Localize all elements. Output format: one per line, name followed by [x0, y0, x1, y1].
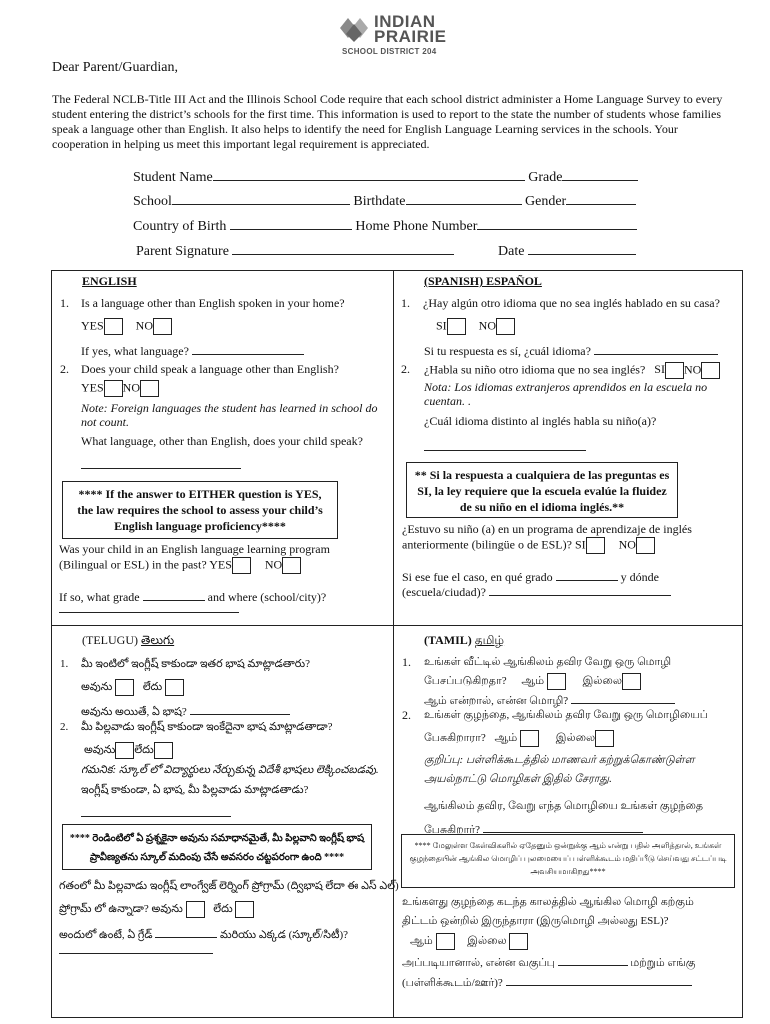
english-q1-language-field[interactable] [192, 341, 304, 355]
english-q2-no-label: NO [122, 380, 141, 395]
tamil-q3-grade-field[interactable] [558, 952, 628, 966]
signature-row [136, 241, 454, 260]
telugu-q1: మీ ఇంటిలో ఇంగ్లీష్ కాకుండా ఇతర భాష మాట్లాడతారు? [81, 658, 310, 670]
table-vertical-divider [393, 270, 394, 1018]
gender-label: Gender [525, 194, 567, 209]
english-q1-number: 1. [60, 296, 69, 310]
english-q3-no-label: NO [264, 557, 283, 572]
telugu-q3-where-field[interactable] [59, 940, 213, 954]
spanish-q2-si-checkbox[interactable] [665, 362, 684, 379]
school-label: School [133, 194, 172, 209]
telugu-q2: మీ పిల్లవాడు ఇంగ్లీష్ కాకుండా ఇంకేదైనా భాష మాట్లాడతాడా? [81, 721, 333, 733]
telugu-heading-en: (TELUGU) [82, 633, 138, 647]
grade-label: Grade [528, 170, 563, 185]
spanish-q2-text: ¿Habla su niño otro idioma que no sea inglés? [424, 362, 646, 377]
english-q1-followup [81, 341, 304, 359]
tamil-callout: **** மேலுள்ள கேள்விகளில் ஏதேனும் ஒன்றுக்கு ஆம் என்று பதில் அளித்தால், உங்கள் குழந்தையின் ஆங்கில மொழிப் புலமையைப் பள்ளிக்கூடம் மதிப்பீடு செய்வது சட்டப்படி அவசியமாகிறது**** [401, 834, 735, 888]
english-q3-text: Was your child in an English language learning program (Bilingual or ESL) in the past? [59, 542, 330, 572]
telugu-q1-followup-label: అవును అయితే, ఏ భాష? [81, 706, 187, 718]
spanish-q3-followup-2 [402, 582, 671, 600]
english-q3-yes-checkbox[interactable] [232, 557, 251, 574]
spanish-q1: ¿Hay algún otro idioma que no sea inglés hablado en su casa? [423, 296, 720, 310]
student-name-row [133, 167, 638, 186]
tamil-q2-followup-line1: ஆங்கிலம் தவிர, வேறு எந்த மொழியை உங்கள் குழந்தை [424, 800, 704, 812]
tamil-q1-no-checkbox[interactable] [622, 673, 641, 690]
tamil-heading-en: (TAMIL) [424, 633, 472, 647]
tamil-q2-number: 2. [402, 708, 411, 722]
tamil-q2-no-checkbox[interactable] [595, 730, 614, 747]
telugu-q2-language-field[interactable] [81, 803, 231, 817]
tamil-q3-line1: உங்களது குழந்தை கடந்த காலத்தில் ஆங்கில மொழி கற்கும் [402, 896, 694, 908]
logo-line3: SCHOOL DISTRICT 204 [342, 47, 437, 56]
spanish-q2-followup: ¿Cuál idioma distinto al inglés habla su niño(a)? [424, 414, 657, 428]
telugu-q3-line1: గతంలో మీ పిల్లవాడు ఇంగ్లీష్ లాంగ్వేజ్ లెర్నింగ్ ప్రోగ్రామ్ (ద్విభాష లేదా ఈ ఎస్ ఎల్) [59, 880, 399, 892]
telugu-q1-no-label: లేదు [142, 681, 163, 694]
spanish-q3-no-checkbox[interactable] [636, 537, 655, 554]
table-horizontal-divider [51, 625, 743, 626]
telugu-q1-number: 1. [60, 658, 69, 670]
english-q2-number: 2. [60, 362, 69, 376]
tamil-q1-followup-label: ஆம் என்றால், என்ன மொழி? [424, 695, 569, 707]
tamil-q3-line2: திட்டம் ஒன்றில் இருந்தாரா (இருமொழி அல்லது ESL)? [402, 915, 669, 927]
english-q3-no-checkbox[interactable] [282, 557, 301, 574]
tamil-q3-grade-label: அப்படியானால், என்ன வகுப்பு [402, 957, 555, 969]
date-row [498, 241, 636, 260]
english-q1-yes-checkbox[interactable] [104, 318, 123, 335]
english-q1-no-label: NO [135, 318, 154, 333]
tamil-q2-line2 [424, 730, 614, 747]
telugu-q3-no-checkbox[interactable] [235, 901, 254, 918]
tamil-note-line1: குறிப்பு: பள்ளிக்கூடத்தில் மாணவர் கற்றுக்கொண்டுள்ள [424, 754, 695, 766]
english-q1-answers [81, 318, 172, 335]
spanish-q1-followup-label: Si tu respuesta es sí, ¿cuál idioma? [424, 344, 591, 358]
english-q2: Does your child speak a language other than English? [81, 362, 339, 376]
english-q2-followup: What language, other than English, does your child speak? [81, 434, 363, 448]
english-q3-where-field[interactable] [59, 599, 239, 613]
tamil-q2-yes-checkbox[interactable] [520, 730, 539, 747]
student-name-label: Student Name [133, 170, 213, 185]
spanish-q1-no-label: NO [478, 318, 497, 333]
logo-line1: INDIAN [374, 12, 436, 31]
tamil-q3-city-label: (பள்ளிக்கூடம்/ஊர்)? [402, 977, 503, 989]
spanish-q3-text: ¿Estuvo su niño (a) en un programa de aprendizaje de inglés anteriormente (bilingüe o de ESL)? [402, 522, 692, 552]
telugu-q2-no-label: లేదు [134, 744, 154, 757]
tamil-q3-followup [402, 952, 695, 971]
gender-field[interactable] [566, 191, 636, 205]
telugu-q3-yes-checkbox[interactable] [186, 901, 205, 918]
telugu-q2-yes-label: అవును [84, 744, 116, 757]
tamil-q3-yes-checkbox[interactable] [436, 933, 455, 950]
tamil-q3-where-label: மற்றும் எங்கு [630, 957, 696, 969]
spanish-callout: ** Si la respuesta a cualquiera de las preguntas es SI, la ley requiere que la escuela evalúe la fluidez de su niño en el idioma inglés.** [406, 462, 678, 518]
telugu-q1-answers [81, 679, 184, 696]
spanish-q3-city-label: (escuela/ciudad)? [402, 585, 486, 599]
logo-mark-icon [338, 14, 372, 44]
spanish-q3-si-checkbox[interactable] [586, 537, 605, 554]
telugu-q2-answers [84, 742, 173, 759]
telugu-q1-language-field[interactable] [190, 701, 290, 715]
tamil-heading-native: தமிழ் [474, 633, 505, 647]
tamil-note-line2: அயல்நாட்டு மொழிகள் இதில் சேராது. [424, 773, 612, 785]
tamil-q1-line2 [424, 673, 641, 690]
english-heading: ENGLISH [82, 274, 137, 288]
birthdate-label: Birthdate [353, 194, 406, 209]
student-name-field[interactable] [213, 167, 525, 181]
spanish-q2-language-field[interactable] [424, 437, 586, 451]
tamil-q2-text: பேசுகிறாரா? [424, 732, 486, 745]
tamil-q2-line1: உங்கள் குழந்தை, ஆங்கிலம் தவிர வேறு ஒரு மொழியைப் [424, 709, 708, 721]
telugu-note: గమనిక: స్కూల్ లో విద్యార్థులు నేర్చుకున్న విదేశీ భాషలు లెక్కించబడవు. [81, 764, 379, 776]
telugu-q3-line2 [59, 901, 254, 918]
telugu-heading [82, 633, 174, 650]
telugu-q2-followup: ఇంగ్లీష్ కాకుండా, ఏ భాష, మీ పిల్లవాడు మాట్లాడతాడు? [81, 784, 309, 796]
telugu-q3-yes-label: అవును [151, 903, 183, 916]
tamil-q3-city-field[interactable] [506, 972, 692, 986]
telugu-q2-yes-checkbox[interactable] [115, 742, 134, 759]
tamil-q3-followup-2 [402, 972, 692, 991]
telugu-q3-text: ప్రోగ్రామ్ లో ఉన్నాడా? [59, 903, 149, 916]
telugu-q1-no-checkbox[interactable] [165, 679, 184, 696]
tamil-q3-no-checkbox[interactable] [509, 933, 528, 950]
country-row [133, 216, 637, 235]
spanish-q3-si-label: SI [574, 537, 586, 552]
english-q2-yes-checkbox[interactable] [104, 380, 123, 397]
spanish-q1-answers [436, 318, 515, 335]
intro-paragraph: The Federal NCLB-Title III Act and the Illinois School Code require that each school district administer a Home Language Survey to every student entering the district’s schools for the first time. This information is used to report to the state the number of students whose families speak a language other than English. It also helps to identify the need for English Language Learning services in the schools. Your cooperation in helping us meet this important legal requirement is appreciated. [52, 92, 723, 151]
telugu-heading-native: తెలుగు [140, 633, 175, 647]
telugu-q3-where-label: మరియు ఎక్కడ (స్కూల్/సిటీ)? [220, 929, 349, 941]
spanish-q2 [424, 362, 720, 379]
tamil-q1-number: 1. [402, 655, 411, 669]
spanish-q2-no-label: NO [683, 362, 702, 377]
logo-line2: PRAIRIE [374, 27, 447, 46]
spanish-q3-grade-field[interactable] [556, 567, 618, 581]
tamil-q2-no-label: இல்லை [555, 732, 596, 745]
spanish-heading: (SPANISH) ESPAÑOL [424, 274, 542, 288]
english-q3 [59, 542, 379, 574]
spanish-q1-number: 1. [401, 296, 410, 310]
spanish-q1-si-label: SI [436, 318, 447, 333]
english-q3-where-label: and where (school/city)? [207, 590, 327, 604]
english-q2-yes-label: YES [81, 380, 104, 395]
english-q2-answers [81, 380, 159, 397]
spanish-q1-si-checkbox[interactable] [447, 318, 466, 335]
english-q1-yes-label: YES [81, 318, 104, 333]
spanish-q2-no-checkbox[interactable] [701, 362, 720, 379]
telugu-q2-no-checkbox[interactable] [154, 742, 173, 759]
tamil-q3-yes-label: ஆம் [410, 935, 433, 948]
district-logo [338, 12, 448, 56]
tamil-q1-no-label: இல்லை [582, 675, 622, 688]
birthdate-field[interactable] [406, 191, 522, 205]
telugu-callout: **** రెండింటిలో ఏ ప్రశ్నకైనా అవును సమాధానమైతే, మీ పిల్లవాని ఇంగ్లీష్ భాష ప్రావీణ్యతను స్కూల్ మదింపు చేసే అవసరం చట్టపరంగా ఉంది **** [62, 824, 372, 870]
english-callout: **** If the answer to EITHER question is YES, the law requires the school to assess your child’s English language proficiency**** [62, 481, 338, 539]
spanish-q2-si-label: SI [654, 362, 665, 377]
english-q3-grade-label: If so, what grade [59, 590, 140, 604]
country-field[interactable] [230, 216, 352, 230]
date-label: Date [498, 244, 525, 259]
telugu-q3-no-label: లేదు [213, 903, 233, 916]
country-label: Country of Birth [133, 219, 227, 234]
spanish-q3 [402, 522, 722, 554]
telugu-q1-yes-checkbox[interactable] [115, 679, 134, 696]
tamil-q2-yes-label: ஆம் [494, 732, 518, 745]
phone-label: Home Phone Number [355, 219, 478, 234]
telugu-q3-grade-label: అందులో ఉంటే, ఏ గ్రేడ్ [59, 929, 153, 941]
spanish-q3-city-field[interactable] [489, 582, 671, 596]
english-q1: Is a language other than English spoken in your home? [81, 296, 345, 310]
spanish-q3-grade-label: Si ese fue el caso, en qué grado [402, 570, 553, 584]
telugu-q3-grade-field[interactable] [155, 924, 217, 938]
telugu-q1-yes-label: అవును [81, 681, 113, 694]
spanish-note: Nota: Los idiomas extranjeros aprendidos en la escuela no cuentan. . [424, 380, 708, 408]
tamil-q1-yes-label: ஆம் [521, 675, 545, 688]
telugu-q1-followup [81, 701, 290, 721]
tamil-q1-followup [424, 690, 675, 709]
phone-field[interactable] [477, 216, 637, 230]
spanish-q3-no-label: NO [618, 537, 636, 552]
english-note: Note: Foreign languages the student has learned in school do not count. [81, 401, 378, 429]
signature-field[interactable] [232, 241, 454, 255]
english-q2-language-field[interactable] [81, 455, 241, 469]
spanish-q2-number: 2. [401, 362, 410, 376]
spanish-q1-followup [424, 341, 718, 359]
english-q2-no-checkbox[interactable] [140, 380, 159, 397]
tamil-heading [424, 633, 504, 649]
tamil-q3-answers [410, 933, 528, 950]
tamil-q1-line1: உங்கள் வீட்டில் ஆங்கிலம் தவிர வேறு ஒரு மொழி [424, 656, 672, 668]
english-q1-no-checkbox[interactable] [153, 318, 172, 335]
tamil-q1-yes-checkbox[interactable] [547, 673, 566, 690]
school-field[interactable] [172, 191, 350, 205]
tamil-q3-no-label: இல்லை [467, 935, 507, 948]
school-row [133, 191, 636, 210]
spanish-q3-where-label: y dónde [620, 570, 659, 584]
tamil-q1-text: பேசப்படுகிறதா? [424, 675, 507, 688]
tamil-q1-language-field[interactable] [571, 690, 675, 704]
grade-field[interactable] [562, 167, 638, 181]
english-q1-followup-label: If yes, what language? [81, 344, 189, 358]
signature-label: Parent Signature [136, 244, 229, 259]
greeting: Dear Parent/Guardian, [52, 60, 178, 75]
english-q3-yes-label: YES [209, 557, 232, 572]
spanish-q1-no-checkbox[interactable] [496, 318, 515, 335]
spanish-q1-language-field[interactable] [594, 341, 718, 355]
tamil-q2-language-field[interactable] [483, 819, 643, 833]
date-field[interactable] [528, 241, 636, 255]
tamil-q2-followup-text: பேசுகிறார்? [424, 824, 481, 836]
telugu-q2-number: 2. [60, 721, 69, 733]
